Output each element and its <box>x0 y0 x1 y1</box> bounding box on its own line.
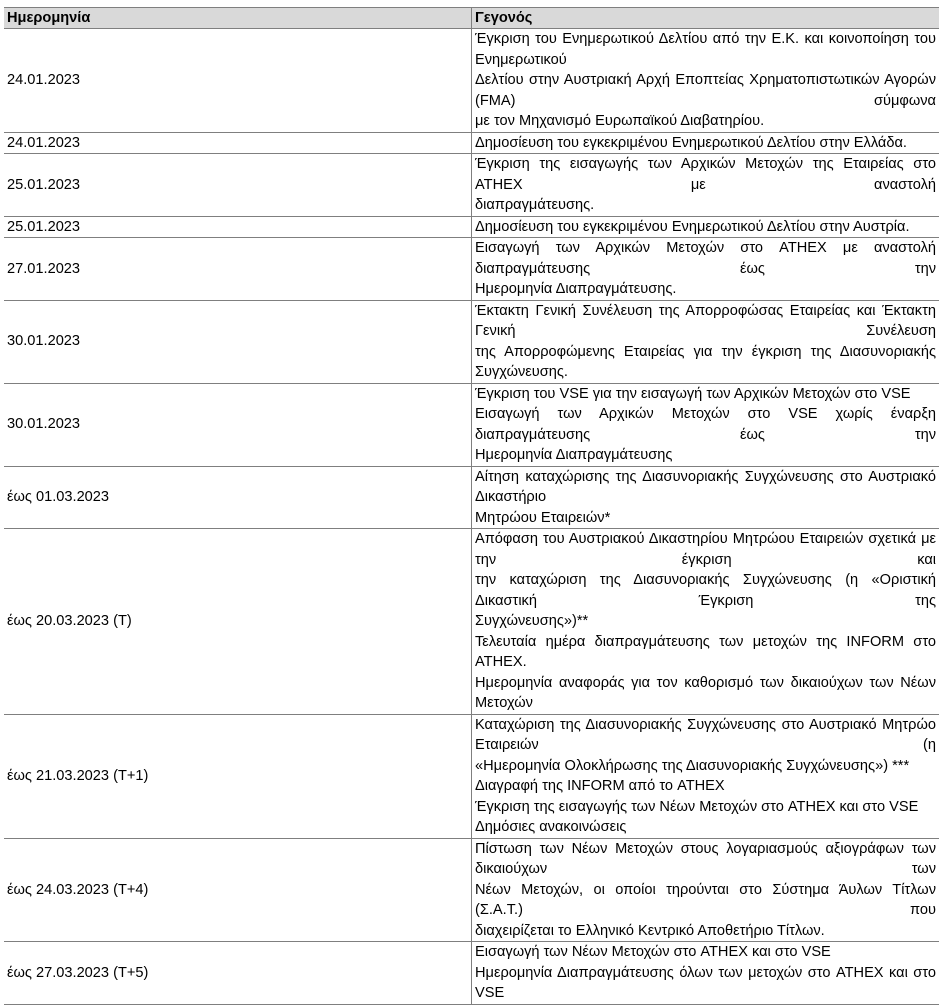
event-line: Δημοσίευση του εγκεκριμένου Ενημερωτικού Δελτίου στην Ελλάδα. <box>475 134 907 151</box>
row-event <box>472 838 940 942</box>
event-line: Ημερομηνία Διαπραγμάτευσης. <box>475 281 677 297</box>
row-date: έως 20.03.2023 (Τ) <box>4 529 472 715</box>
timeline-table <box>4 7 939 1005</box>
row-date: έως 21.03.2023 (Τ+1) <box>4 714 472 838</box>
event-line: Δημόσιες ανακοινώσεις <box>475 819 627 835</box>
event-line: με τον Μηχανισμό Ευρωπαϊκού Διαβατηρίου. <box>475 113 765 129</box>
event-line: Μητρώου Εταιρειών* <box>475 509 611 526</box>
event-line: Έκτακτη Γενική Συνέλευση της Απορροφώσας Εταιρείας και Έκτακτη Γενική Συνέλευση <box>475 302 936 339</box>
row-event <box>472 154 940 217</box>
event-line: της Απορροφώμενης Εταιρείας για την έγκριση της Διασυνοριακής Συγχώνευσης. <box>475 343 936 380</box>
table-row <box>4 942 939 1005</box>
event-line: Έγκριση της εισαγωγής των Αρχικών Μετοχών της Εταιρείας στο ATHEX με αναστολή <box>475 156 936 193</box>
table-row <box>4 466 939 529</box>
header-event: Γεγονός <box>472 8 940 29</box>
event-line: διαχειρίζεται το Ελληνικό Κεντρικό Αποθετήριο Τίτλων. <box>475 922 825 939</box>
row-event <box>472 714 940 838</box>
event-line: Νέων Μετοχών, οι οποίοι τηρούνται στο Σύστημα Άυλων Τίτλων (Σ.Α.Τ.) που <box>475 881 936 918</box>
row-event <box>472 216 940 238</box>
table-row <box>4 238 939 301</box>
row-date: 25.01.2023 <box>4 154 472 217</box>
event-line: Έγκριση του Ενημερωτικού Δελτίου από την Ε.Κ. και κοινοποίηση του Ενημερωτικού <box>475 31 936 68</box>
table-row <box>4 529 939 715</box>
event-line: Καταχώριση της Διασυνοριακής Συγχώνευσης στο Αυστριακό Μητρώο Εταιρειών (η <box>475 716 936 753</box>
event-line: διαπραγμάτευσης. <box>475 197 595 213</box>
row-event <box>472 466 940 529</box>
row-event <box>472 29 940 133</box>
event-line: Δελτίου στην Αυστριακή Αρχή Εποπτείας Χρηματοπιστωτικών Αγορών (FMA) σύμφωνα <box>475 72 936 109</box>
row-event <box>472 383 940 466</box>
row-event <box>472 942 940 1005</box>
event-line: Δημοσίευση του εγκεκριμένου Ενημερωτικού Δελτίου στην Αυστρία. <box>475 218 910 235</box>
row-date: 27.01.2023 <box>4 238 472 301</box>
event-line: Απόφαση του Αυστριακού Δικαστηρίου Μητρώου Εταιρειών σχετικά με την έγκριση και <box>475 531 936 568</box>
event-line: Εισαγωγή των Νέων Μετοχών στο ATHEX και στο VSE <box>475 944 831 960</box>
row-date: 30.01.2023 <box>4 383 472 466</box>
table-row <box>4 132 939 154</box>
header-date: Ημερομηνία <box>4 8 472 29</box>
event-line: Ημερομηνία Διαπραγμάτευσης <box>475 447 673 463</box>
table-row <box>4 29 939 133</box>
table-row <box>4 383 939 466</box>
event-line: την καταχώριση της Διασυνοριακής Συγχώνευσης (η «Οριστική Δικαστική Έγκριση της <box>475 572 936 609</box>
row-date: έως 27.03.2023 (Τ+5) <box>4 942 472 1005</box>
event-line: Έγκριση της εισαγωγής των Νέων Μετοχών στο ATHEX και στο VSE <box>475 798 919 815</box>
row-date: έως 24.03.2023 (Τ+4) <box>4 838 472 942</box>
table-row <box>4 154 939 217</box>
row-event <box>472 238 940 301</box>
row-date: 24.01.2023 <box>4 29 472 133</box>
row-date: 30.01.2023 <box>4 300 472 383</box>
event-line: Έγκριση του VSE για την εισαγωγή των Αρχικών Μετοχών στο VSE <box>475 385 911 402</box>
row-event <box>472 132 940 154</box>
event-line: Εισαγωγή των Αρχικών Μετοχών στο ATHEX με αναστολή διαπραγμάτευσης έως την <box>475 240 936 277</box>
table-row <box>4 216 939 238</box>
event-line: Διαγραφή της INFORM από το ATHEX <box>475 778 725 794</box>
table-body <box>4 29 939 1005</box>
row-event <box>472 529 940 715</box>
event-line: Ημερομηνία αναφοράς για τον καθορισμό των δικαιούχων των Νέων Μετοχών <box>475 674 936 711</box>
row-date: 25.01.2023 <box>4 216 472 238</box>
table-row <box>4 714 939 838</box>
event-line: «Ημερομηνία Ολοκλήρωσης της Διασυνοριακής Συγχώνευσης») *** <box>475 757 910 774</box>
event-line: Ημερομηνία Διαπραγμάτευσης όλων των μετοχών στο ATHEX και στο VSE <box>475 964 936 1001</box>
event-line: Πίστωση των Νέων Μετοχών στους λογαριασμούς αξιογράφων των δικαιούχων των <box>475 840 936 877</box>
row-date: 24.01.2023 <box>4 132 472 154</box>
event-line: Εισαγωγή των Αρχικών Μετοχών στο VSE χωρίς έναρξη διαπραγμάτευσης έως την <box>475 406 936 443</box>
row-event <box>472 300 940 383</box>
table-header-row <box>4 8 939 29</box>
event-line: Συγχώνευσης»)** <box>475 613 589 629</box>
event-line: Τελευταία ημέρα διαπραγμάτευσης των μετοχών της INFORM στο ATHEX. <box>475 633 936 670</box>
event-line: Αίτηση καταχώρισης της Διασυνοριακής Συγχώνευσης στο Αυστριακό Δικαστήριο <box>475 468 936 505</box>
table-row <box>4 300 939 383</box>
row-date: έως 01.03.2023 <box>4 466 472 529</box>
table-row <box>4 838 939 942</box>
